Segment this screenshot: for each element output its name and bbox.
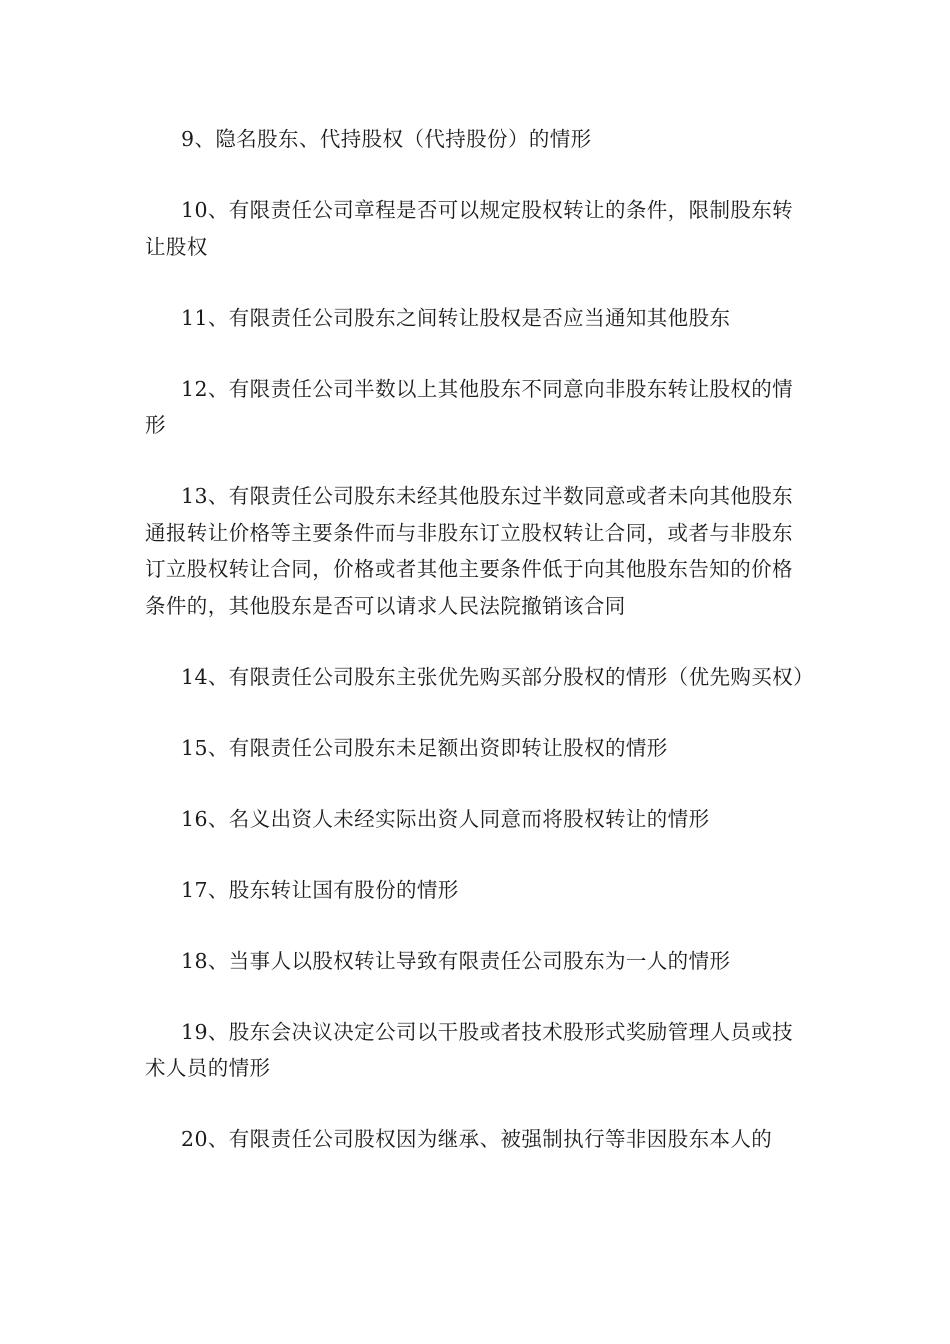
list-item: 15、有限责任公司股东未足额出资即转让股权的情形 — [181, 735, 668, 760]
list-item: 13、有限责任公司股东未经其他股东过半数同意或者未向其他股东通报转让价格等主要条件而与非股东订立股权转让合同，或者与非股东订立股权转让合同，价格或者其他主要条件低于向其他股东告知的价格条件的，其他股东是否可以请求人民法院撤销该合同 — [145, 484, 794, 618]
list-item: 17、股东转让国有股份的情形 — [181, 877, 459, 902]
list-item: 16、名义出资人未经实际出资人同意而将股权转让的情形 — [181, 806, 710, 831]
list-item: 10、有限责任公司章程是否可以规定股权转让的条件，限制股东转让股权 — [145, 198, 794, 259]
document-page — [145, 121, 814, 1192]
list-item: 11、有限责任公司股东之间转让股权是否应当通知其他股东 — [181, 305, 731, 330]
list-item: 20、有限责任公司股权因为继承、被强制执行等非因股东本人的 — [181, 1127, 773, 1151]
list-item: 12、有限责任公司半数以上其他股东不同意向非股东转让股权的情形 — [145, 376, 794, 437]
list-item: 19、股东会决议决定公司以干股或者技术股形式奖励管理人员或技术人员的情形 — [145, 1019, 794, 1080]
list-item: 14、有限责任公司股东主张优先购买部分股权的情形（优先购买权） — [181, 664, 814, 689]
list-item: 18、当事人以股权转让导致有限责任公司股东为一人的情形 — [181, 948, 731, 973]
list-item: 9、隐名股东、代持股权（代持股份）的情形 — [181, 127, 592, 151]
